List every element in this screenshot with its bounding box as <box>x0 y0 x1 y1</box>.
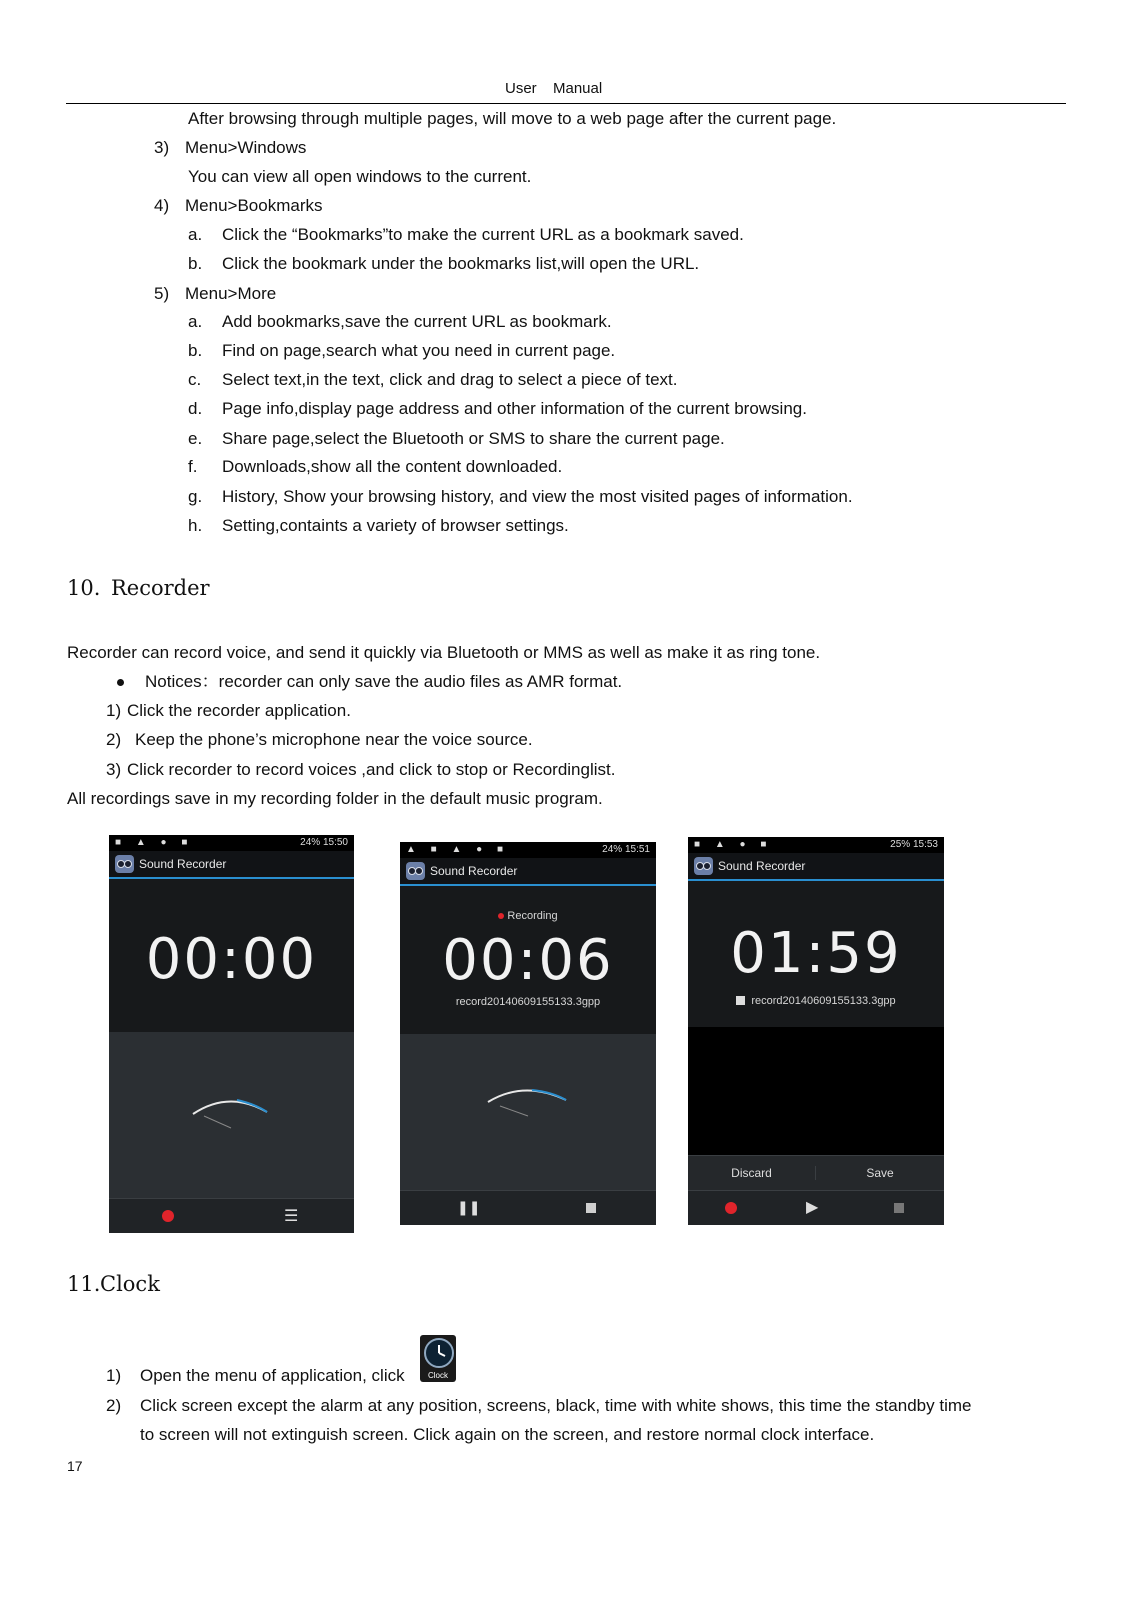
clock-step1-text: Open the menu of application, click <box>140 1366 405 1385</box>
action-bar <box>400 858 656 886</box>
clock-step1-num: 1) <box>106 1366 122 1385</box>
item5-sub-letter: d. <box>188 399 203 418</box>
recording-filename-row <box>688 995 944 1007</box>
item3-desc: You can view all open windows to the current. <box>188 167 532 186</box>
step-text: Keep the phone’s microphone near the voice source. <box>135 730 533 749</box>
vu-meter-icon <box>109 1032 354 1202</box>
app-title: Sound Recorder <box>139 857 227 871</box>
item5-sub-letter: g. <box>188 487 203 506</box>
status-bar <box>109 835 354 851</box>
recorder-intro: Recorder can record voice, and send it quickly via Bluetooth or MMS as well as make it as ring tone. <box>67 643 821 662</box>
clock-step2-num: 2) <box>106 1396 122 1415</box>
recording-dot-icon <box>498 913 504 919</box>
stop-button-icon[interactable] <box>894 1203 904 1213</box>
discard-button[interactable]: Discard <box>688 1166 816 1180</box>
header-rule <box>66 103 1066 104</box>
recorder-app-icon <box>694 857 713 875</box>
recorder-footer-note: All recordings save in my recording folder in the default music program. <box>67 789 603 808</box>
status-icons: ■ ▲ ● ■ <box>694 839 773 850</box>
step-num: 2) <box>106 730 122 749</box>
item5-sub-text: Add bookmarks,save the current URL as bookmark. <box>222 312 612 331</box>
stop-button-icon[interactable] <box>586 1203 596 1213</box>
item3-num: 3) <box>154 138 170 157</box>
timer-readout: 00:06 <box>442 928 614 993</box>
bullet-dot <box>117 679 124 686</box>
app-title: Sound Recorder <box>718 859 806 873</box>
status-battery-time: 24% 15:51 <box>602 844 650 855</box>
clock-app-icon <box>420 1335 456 1382</box>
clock-heading-num: 11. <box>67 1272 101 1296</box>
recorder-app-icon <box>115 855 134 873</box>
control-bar <box>109 1198 354 1233</box>
item5-sub-text: Find on page,search what you need in current page. <box>222 341 616 360</box>
clock-face-icon <box>424 1338 454 1368</box>
control-bar <box>400 1190 656 1225</box>
clock-step2-line2: to screen will not extinguish screen. Click again on the screen, and restore normal clock interface. <box>140 1425 875 1444</box>
header-right: Manual <box>553 80 603 97</box>
vu-meter-icon <box>400 1034 656 1194</box>
recording-filename: record20140609155133.3gpp <box>751 995 896 1007</box>
item5-title: Menu>More <box>185 284 277 303</box>
header-left: User <box>505 80 537 97</box>
step-text: Click the recorder application. <box>127 701 351 720</box>
control-bar <box>688 1190 944 1225</box>
clock-step2-line1: Click screen except the alarm at any position, screens, black, time with white shows, this time the standby time <box>140 1396 972 1415</box>
step-text: Click recorder to record voices ,and click to stop or Recordinglist. <box>127 760 616 779</box>
item5-sub-letter: f. <box>188 457 198 476</box>
item5-sub-letter: e. <box>188 429 203 448</box>
item4-sub-letter: b. <box>188 254 203 273</box>
clock-icon-label: Clock <box>427 1371 448 1380</box>
item4-sub-text: Click the bookmark under the bookmarks list,will open the URL. <box>222 254 700 273</box>
item3-title: Menu>Windows <box>185 138 307 157</box>
item4-num: 4) <box>154 196 170 215</box>
step-num: 3) <box>106 760 122 779</box>
level-panel <box>109 1032 354 1198</box>
timer-readout: 00:00 <box>145 927 318 992</box>
recording-filename: record20140609155133.3gpp <box>455 996 601 1008</box>
level-panel <box>400 1034 656 1190</box>
timer-readout: 01:59 <box>730 921 902 986</box>
screenshot-recording <box>400 842 656 1225</box>
item4-sub-letter: a. <box>188 225 203 244</box>
status-icons: ■ ▲ ● ■ <box>115 837 194 848</box>
action-bar <box>109 851 354 879</box>
item5-sub-letter: h. <box>188 516 203 535</box>
record-button-icon[interactable] <box>725 1202 737 1214</box>
save-discard-bar <box>688 1155 944 1190</box>
recorder-app-icon <box>406 862 425 880</box>
item4-sub-text: Click the “Bookmarks”to make the current URL as a bookmark saved. <box>222 225 744 244</box>
page-number: 17 <box>67 1458 83 1474</box>
timer-panel <box>400 886 656 1034</box>
timer-panel <box>109 879 354 1032</box>
status-icons: ▲ ■ ▲ ● ■ <box>406 844 510 855</box>
save-button[interactable]: Save <box>866 1166 894 1180</box>
play-button-icon[interactable]: ▶ <box>806 1199 819 1216</box>
item5-sub-text: Downloads,show all the content downloaded. <box>222 457 563 476</box>
recorder-notice: Notices：recorder can only save the audio files as AMR format. <box>145 672 623 691</box>
item5-sub-letter: a. <box>188 312 203 331</box>
recording-state: Recording <box>400 910 656 922</box>
item5-sub-text: Setting,containts a variety of browser settings. <box>222 516 569 535</box>
step-num: 1) <box>106 701 122 720</box>
action-bar <box>688 853 944 881</box>
item5-sub-text: History, Show your browsing history, and view the most visited pages of information. <box>222 487 853 506</box>
app-title: Sound Recorder <box>430 864 518 878</box>
timer-panel <box>688 881 944 1027</box>
item5-sub-text: Select text,in the text, click and drag to select a piece of text. <box>222 370 678 389</box>
intro-line: After browsing through multiple pages, will move to a web page after the current page. <box>188 109 837 128</box>
status-bar <box>400 842 656 858</box>
item5-sub-text: Page info,display page address and other information of the current browsing. <box>222 399 807 418</box>
item4-title: Menu>Bookmarks <box>185 196 323 215</box>
item5-sub-letter: b. <box>188 341 203 360</box>
recorder-heading: Recorder <box>111 576 210 600</box>
screenshot-idle <box>109 835 354 1233</box>
recorder-heading-num: 10. <box>67 576 101 600</box>
screenshot-save <box>688 837 944 1225</box>
file-checkbox-icon <box>736 996 745 1005</box>
item5-sub-letter: c. <box>188 370 202 389</box>
status-battery-time: 25% 15:53 <box>890 839 938 850</box>
status-battery-time: 24% 15:50 <box>300 837 348 848</box>
status-bar <box>688 837 944 853</box>
item5-sub-text: Share page,select the Bluetooth or SMS to share the current page. <box>222 429 725 448</box>
pause-button-icon[interactable]: ❚❚ <box>457 1199 481 1215</box>
item5-num: 5) <box>154 284 170 303</box>
record-button-icon[interactable] <box>162 1210 174 1222</box>
clock-heading: Clock <box>100 1272 160 1296</box>
recording-list-icon[interactable]: ☰ <box>284 1208 299 1225</box>
